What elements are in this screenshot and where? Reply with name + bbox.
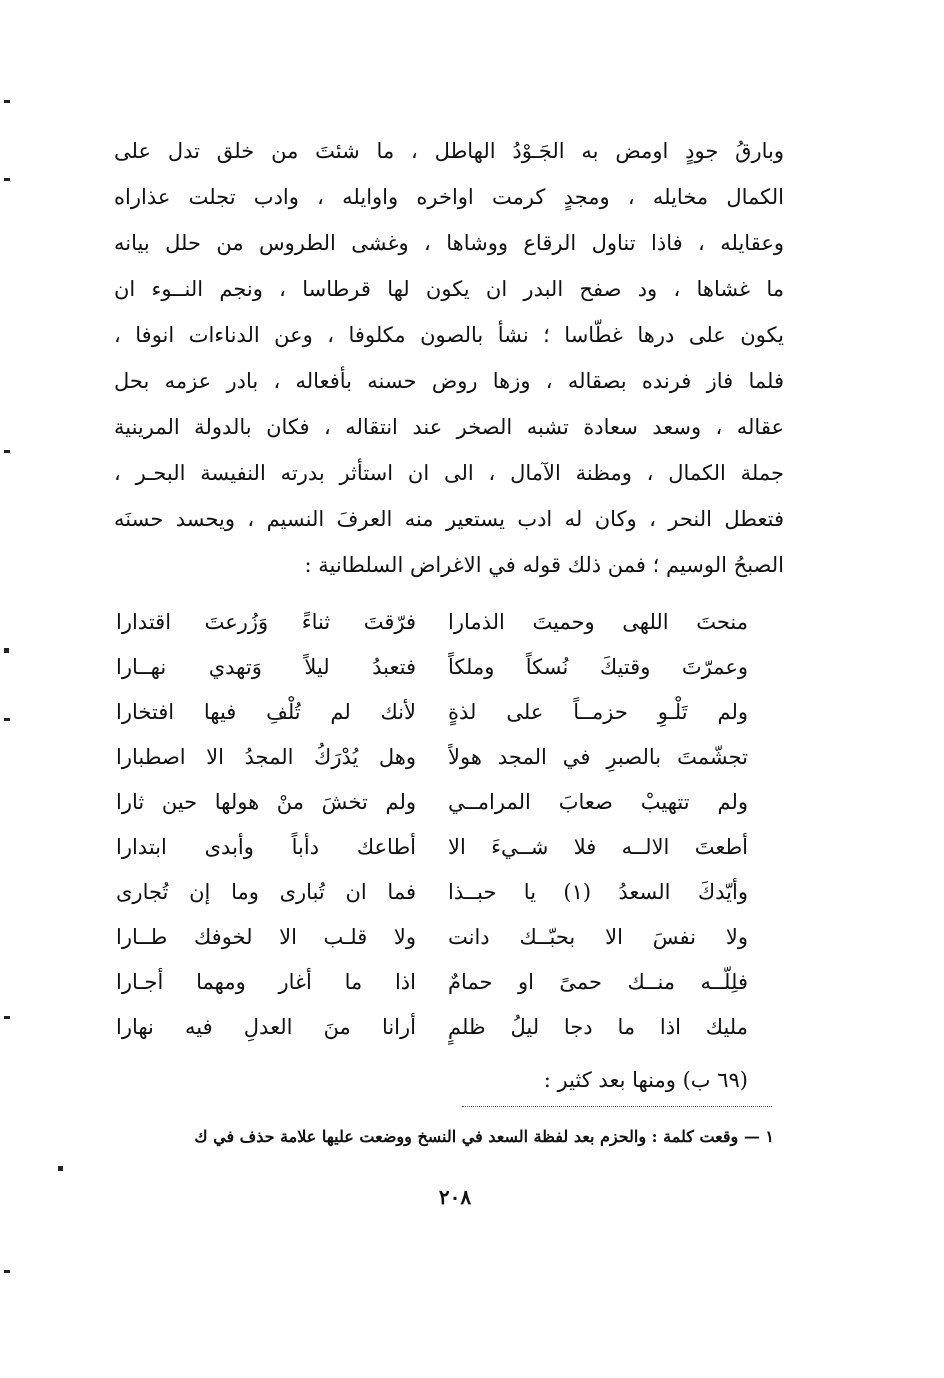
- verse-first-hemistich: منحتَ اللهى وحميتَ الذمارا: [448, 610, 748, 634]
- poem-verse: [116, 735, 748, 780]
- verse-first-hemistich: ولم تتهيبْ صعابَ المرامــي: [448, 790, 748, 814]
- scan-edge-mark: [4, 178, 10, 181]
- verse-first-hemistich: فلِلّــه منــك حمىً او حمامٌ: [448, 970, 748, 994]
- poem-verse: [116, 600, 748, 645]
- prose-line: يكون على درها غطّاسا ؛ نشأ بالصون مكلوفا ، وعن الدناءات انوفا ،: [114, 323, 784, 347]
- prose-line: فلما فاز فرنده بصقاله ، وزها روض حسنه بأفعاله ، بادر عزمه بحل: [114, 369, 784, 393]
- scan-edge-mark: [4, 100, 10, 103]
- verse-second-hemistich: ولم تخشَ منْ هولها حين ثارا: [116, 790, 416, 814]
- prose-paragraph: [114, 128, 784, 588]
- verse-second-hemistich: لأنك لم تُلْفِ فيها افتخارا: [116, 700, 416, 724]
- scan-edge-mark: [4, 718, 10, 721]
- verse-first-hemistich: وأيّدكَ السعدُ (١) يا حبــذا: [448, 880, 748, 904]
- verse-first-hemistich: مليك اذا ما دجا ليلُ ظلمٍ: [448, 1015, 748, 1039]
- verse-first-hemistich: ولم تَلْـوِ حزمــاً على لذةٍ: [448, 700, 748, 724]
- footnote: ١ — وقعت كلمة : والحزم بعد لفظة السعد في النسخ ووضعت عليها علامة حذف في ك: [194, 1127, 774, 1146]
- verse-second-hemistich: َفرّقتَ ثناءً وَزُرعتَ اقتدارا: [116, 610, 416, 634]
- prose-line: وعقايله ، فاذا تناول الرقاع ووشاها ، وغشى الطروس من حلل بيانه: [114, 231, 784, 255]
- scan-edge-mark: [4, 1016, 10, 1019]
- poem-verse: [116, 960, 748, 1005]
- verse-second-hemistich: أرانا منَ العدلِ فيه نهارا: [116, 1015, 416, 1039]
- poem: [116, 600, 748, 1050]
- poem-verse: [116, 645, 748, 690]
- footnote-separator: [462, 1106, 772, 1107]
- prose-line: عقاله ، وسعد سعادة تشبه الصخر عند انتقاله ، فكان بالدولة المرينية: [114, 415, 784, 439]
- verse-first-hemistich: وعمرّتَ وقتيكَ نُسكاً وملكاً: [448, 655, 748, 679]
- poem-verse: [116, 915, 748, 960]
- poem-verse: [116, 690, 748, 735]
- verse-second-hemistich: اذا ما أغار ومهما أجـارا: [116, 970, 416, 994]
- verse-first-hemistich: ولا نفسَ الا بحبّــك دانت: [448, 925, 748, 949]
- prose-line: ما غشاها ، ود صفح البدر ان يكون لها قرطاسا ، ونجم النــوء ان: [114, 277, 784, 301]
- poem-verse: [116, 780, 748, 825]
- prose-line: الكمال مخايله ، ومجدٍ كرمت اواخره واوايله ، وادب تجلت عذاراه: [114, 185, 784, 209]
- prose-line: جملة الكمال ، ومظنة الآمال ، الى ان استأثر بدرته النفيسة البحـر ،: [114, 461, 784, 485]
- verse-first-hemistich: تجشّمتَ بالصبرِ في المجد هولاً: [448, 745, 748, 769]
- verse-second-hemistich: وهل يُدْرَكُ المجدُ الا اصطبارا: [116, 745, 416, 769]
- poem-verse: [116, 825, 748, 870]
- scan-edge-mark: [4, 450, 10, 453]
- prose-line: فتعطل النحر ، وكان له ادب يستعير منه العرفَ النسيم ، ويحسد حسنَه: [114, 507, 784, 531]
- prose-line: الصبحُ الوسيم ؛ فمن ذلك قوله في الاغراض السلطانية :: [304, 553, 784, 577]
- scan-edge-mark: [4, 648, 9, 653]
- page-number: ٢٠٨: [438, 1185, 472, 1209]
- poem-verse: [116, 1005, 748, 1050]
- verse-second-hemistich: ولا قلـب الا لخوفك طــارا: [116, 925, 416, 949]
- verse-second-hemistich: أطاعك دأباً وأبدى ابتدارا: [116, 835, 416, 859]
- scan-edge-mark: [58, 1166, 63, 1171]
- verse-second-hemistich: فتعبدُ ليلاً وَتهدي نهــارا: [116, 655, 416, 679]
- prose-line: وبارقُ جودٍ اومض به الجَـوْدُ الهاطل ، ما شئتَ من خلق تدل على: [114, 139, 784, 163]
- poem-verse: [116, 870, 748, 915]
- verse-first-hemistich: أطعتَ الالــه فلا شــيءَ الا: [448, 835, 748, 859]
- scan-edge-mark: [4, 1270, 10, 1273]
- continuation-note: (٦٩ ب) ومنها بعد كثير :: [543, 1068, 748, 1092]
- verse-second-hemistich: فما ان تُبارى وما إن تُجارى: [116, 880, 416, 904]
